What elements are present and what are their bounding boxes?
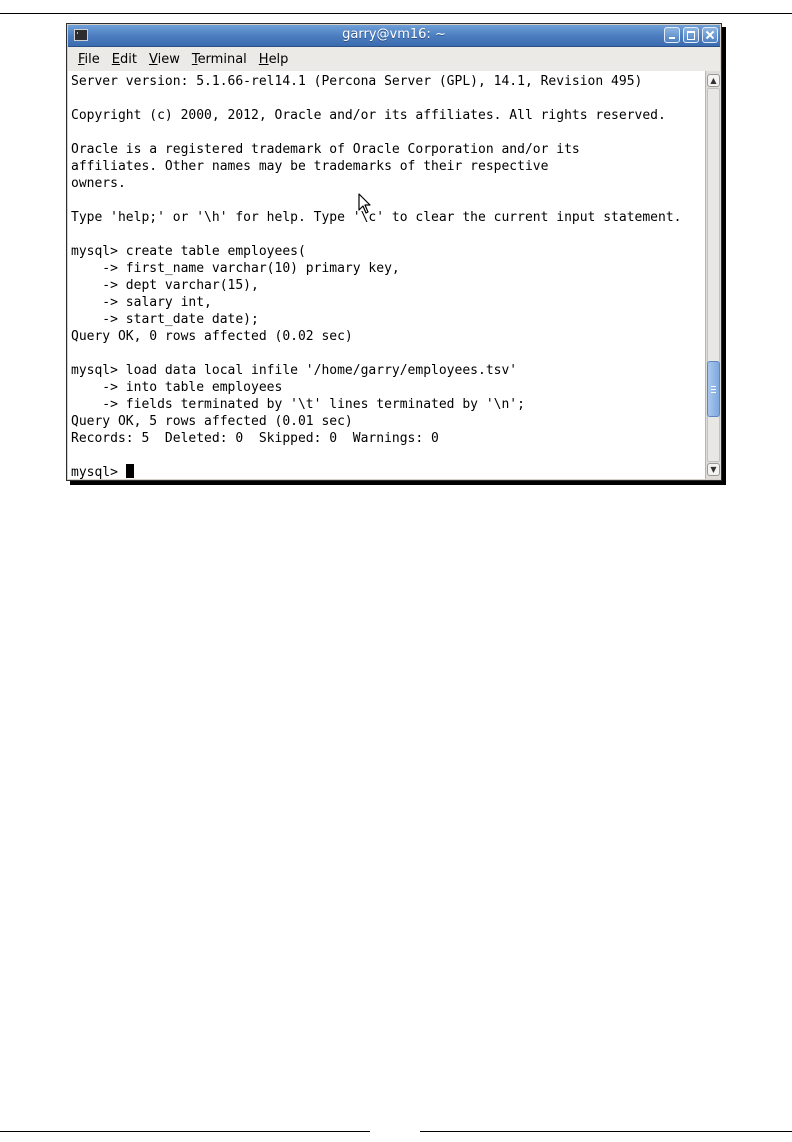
terminal-line: mysql> load data local infile '/home/garry/employees.tsv' [71,363,518,378]
mysql-prompt: mysql> [71,465,126,479]
window-controls [664,27,718,43]
menu-label: ile [84,51,100,67]
window-title: garry@vm16: ~ [342,27,446,42]
terminal-line [71,345,705,362]
vertical-scrollbar[interactable] [705,71,721,479]
arrow-down-icon[interactable]: ▼ [707,463,720,476]
menu-item-edit[interactable] [106,52,143,67]
prompt-line[interactable] [71,464,705,479]
terminal-window[interactable] [66,23,722,481]
menu-label: iew [157,51,180,67]
terminal-line: -> salary int, [71,295,212,310]
terminal-line: -> first_name varchar(10) primary key, [71,261,400,276]
terminal-line: Copyright (c) 2000, 2012, Oracle and/or its affiliates. All rights reserved. [71,108,666,123]
footer-rule-right [420,1131,792,1132]
terminal-line: Records: 5 Deleted: 0 Skipped: 0 Warnings: 0 [71,431,439,446]
mouse-pointer-icon [358,193,372,215]
menu-bar [68,47,720,71]
terminal-output[interactable] [68,71,705,479]
terminal-line: -> start_date date); [71,312,259,327]
maximize-icon[interactable] [683,27,699,43]
terminal-line: Server version: 5.1.66-rel14.1 (Percona Server (GPL), 14.1, Revision 495) [71,74,643,89]
terminal-line [71,124,705,141]
menu-label: erminal [197,51,247,67]
top-rule [0,13,792,14]
title-bar[interactable] [68,25,720,47]
menu-label: dit [120,51,137,67]
menu-mnemonic: E [111,51,120,67]
terminal-line: -> dept varchar(15), [71,278,259,293]
terminal-line: affiliates. Other names may be trademarks of their respective [71,159,549,174]
terminal-line: Oracle is a registered trademark of Oracle Corporation and/or its [71,142,580,157]
terminal-line: mysql> create table employees( [71,244,306,259]
menu-mnemonic: T [191,51,198,67]
menu-mnemonic: H [258,51,269,67]
terminal-line: Type 'help;' or '\h' for help. Type '\c' to clear the current input statement. [71,210,682,225]
terminal-line: -> fields terminated by '\t' lines terminated by '\n'; [71,397,525,412]
minimize-icon[interactable] [664,27,680,43]
terminal-line [71,90,705,107]
menu-mnemonic: V [148,51,158,67]
terminal-line: -> into table employees [71,380,283,395]
grip-icon [711,386,716,393]
terminal-line: Query OK, 0 rows affected (0.02 sec) [71,329,353,344]
close-icon[interactable] [702,27,718,43]
scroll-thumb[interactable] [707,361,720,417]
terminal-line: Query OK, 5 rows affected (0.01 sec) [71,414,353,429]
menu-item-view[interactable] [143,52,186,67]
menu-item-terminal[interactable] [186,52,253,67]
menu-label: elp [268,51,289,67]
footer-rule-left [0,1131,370,1132]
terminal-line: owners. [71,176,126,191]
terminal-line [71,226,705,243]
menu-mnemonic: F [78,51,85,67]
terminal-line [71,192,705,209]
menu-item-file[interactable] [72,52,106,67]
menu-item-help[interactable] [253,52,295,67]
text-cursor [126,464,134,478]
terminal-line [71,447,705,464]
arrow-up-icon[interactable]: ▲ [707,74,720,87]
